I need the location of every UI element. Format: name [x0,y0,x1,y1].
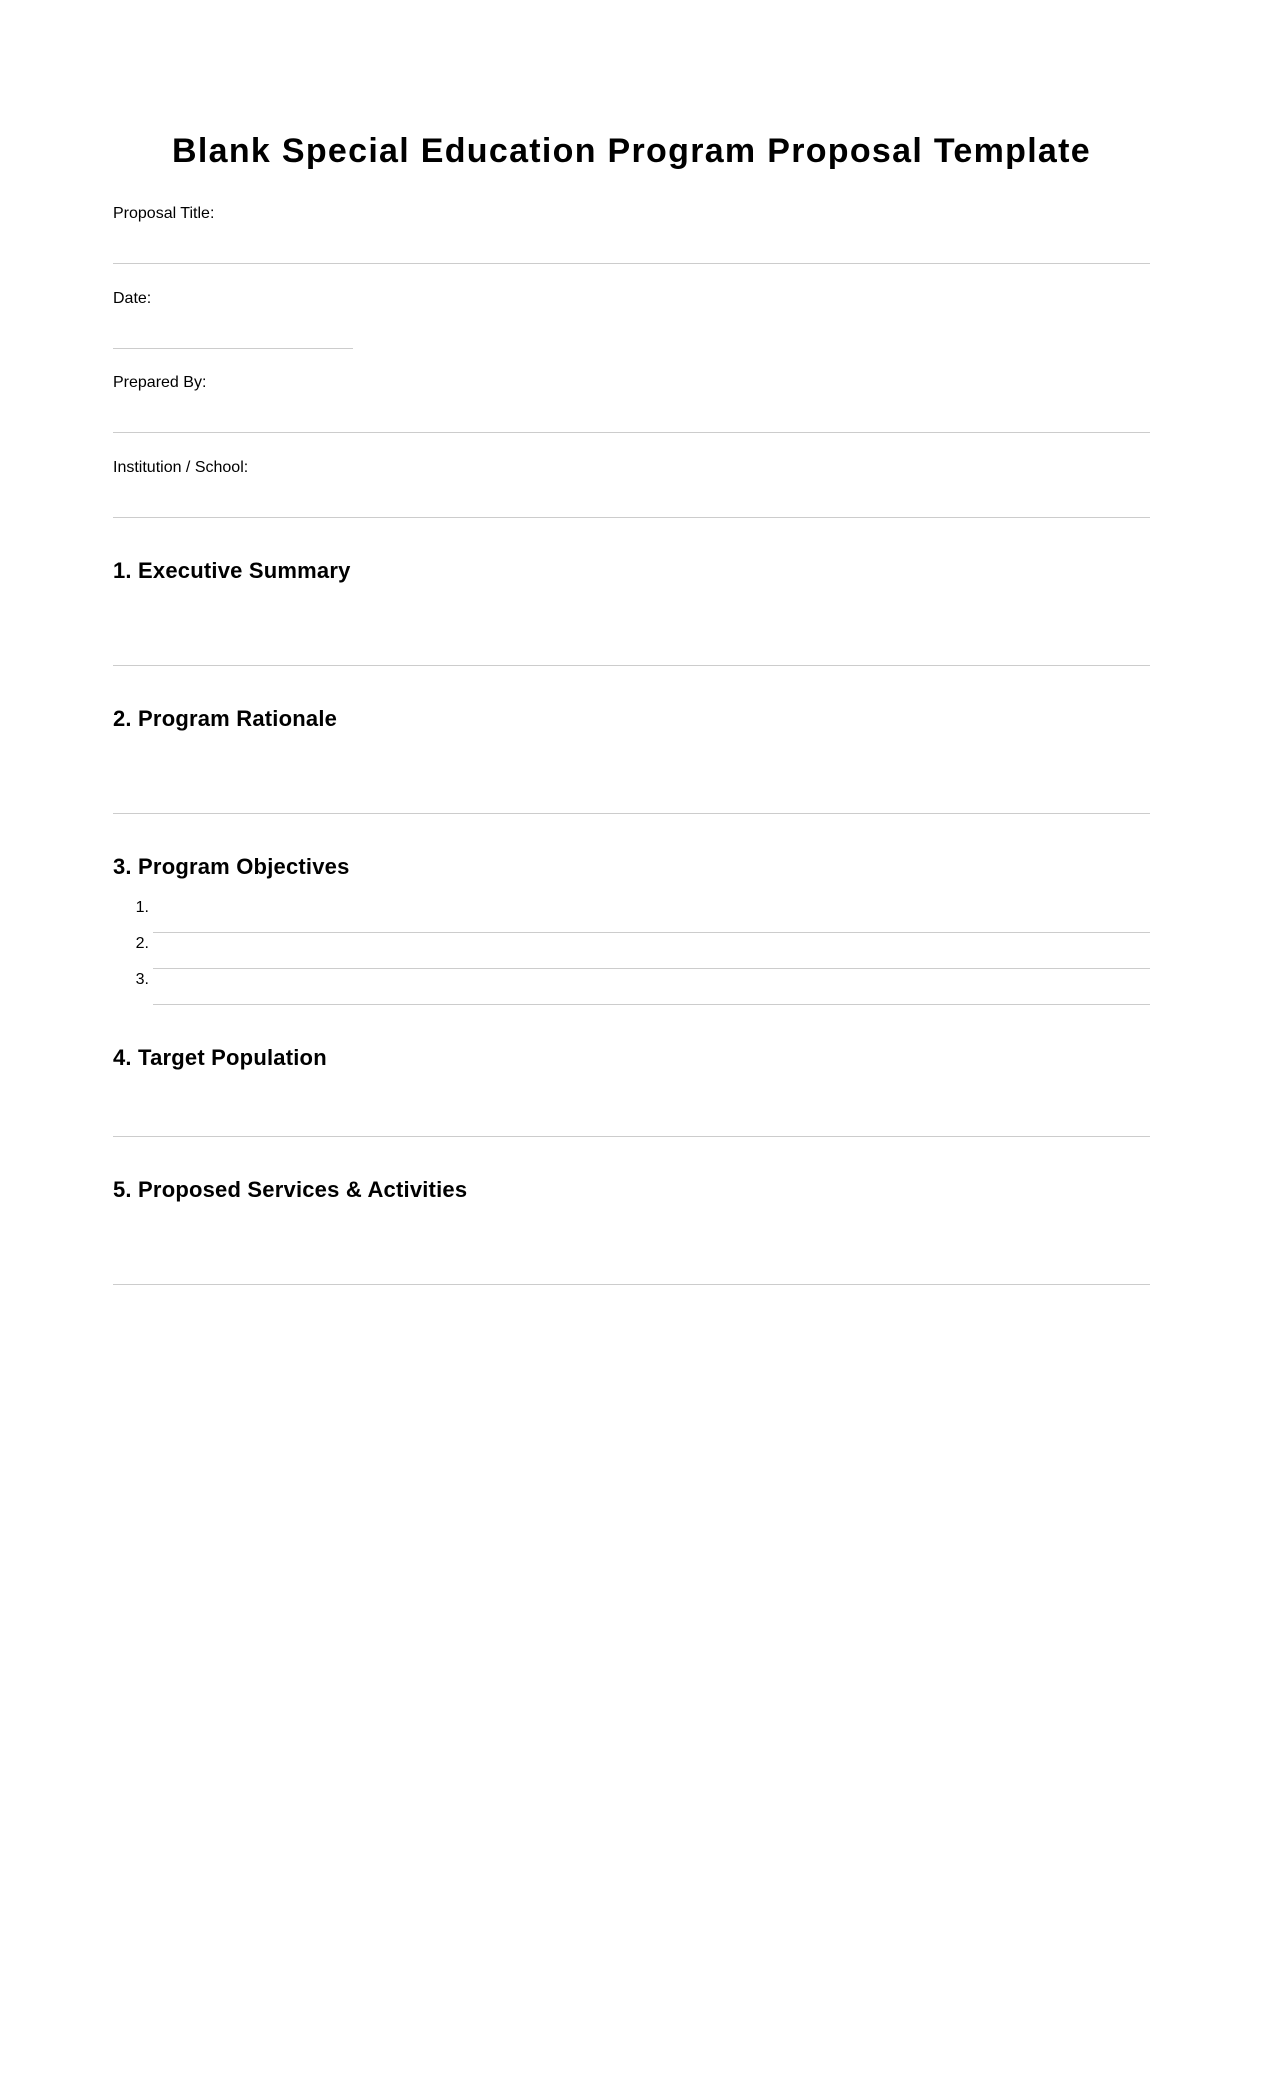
executive-summary-line [113,665,1150,666]
objective-2-input[interactable] [153,936,1154,968]
prepared-by-line [113,432,1150,433]
section-heading-target-population: 4. Target Population [113,1045,327,1070]
institution-label: Institution / School: [113,459,249,476]
objective-1-line [153,932,1150,933]
document-title: Blank Special Education Program Proposal Template [172,132,1091,170]
institution-line [113,517,1150,518]
objective-1-input[interactable] [153,900,1154,932]
date-line [113,348,353,349]
section-heading-program-objectives: 3. Program Objectives [113,854,350,879]
objective-3-input[interactable] [153,972,1154,1004]
objective-3-line [153,1004,1150,1005]
date-input[interactable] [113,317,357,349]
target-population-input[interactable] [113,1079,1154,1137]
proposal-title-line [113,263,1150,264]
section-heading-proposed-services: 5. Proposed Services & Activities [113,1177,468,1202]
executive-summary-input[interactable] [113,592,1154,666]
proposal-title-label: Proposal Title: [113,205,215,222]
target-population-line [113,1136,1150,1137]
program-rationale-input[interactable] [113,740,1154,814]
objective-2-line [153,968,1150,969]
proposal-title-input[interactable] [113,232,1154,264]
objective-number: 3. [135,971,149,988]
objective-number: 2. [135,935,149,952]
proposed-services-line [113,1284,1150,1285]
section-heading-executive-summary: 1. Executive Summary [113,558,351,583]
institution-input[interactable] [113,486,1154,518]
proposed-services-input[interactable] [113,1211,1154,1285]
date-label: Date: [113,290,152,307]
prepared-by-input[interactable] [113,401,1154,433]
section-heading-program-rationale: 2. Program Rationale [113,706,338,731]
prepared-by-label: Prepared By: [113,374,207,391]
objective-number: 1. [135,899,149,916]
program-rationale-line [113,813,1150,814]
